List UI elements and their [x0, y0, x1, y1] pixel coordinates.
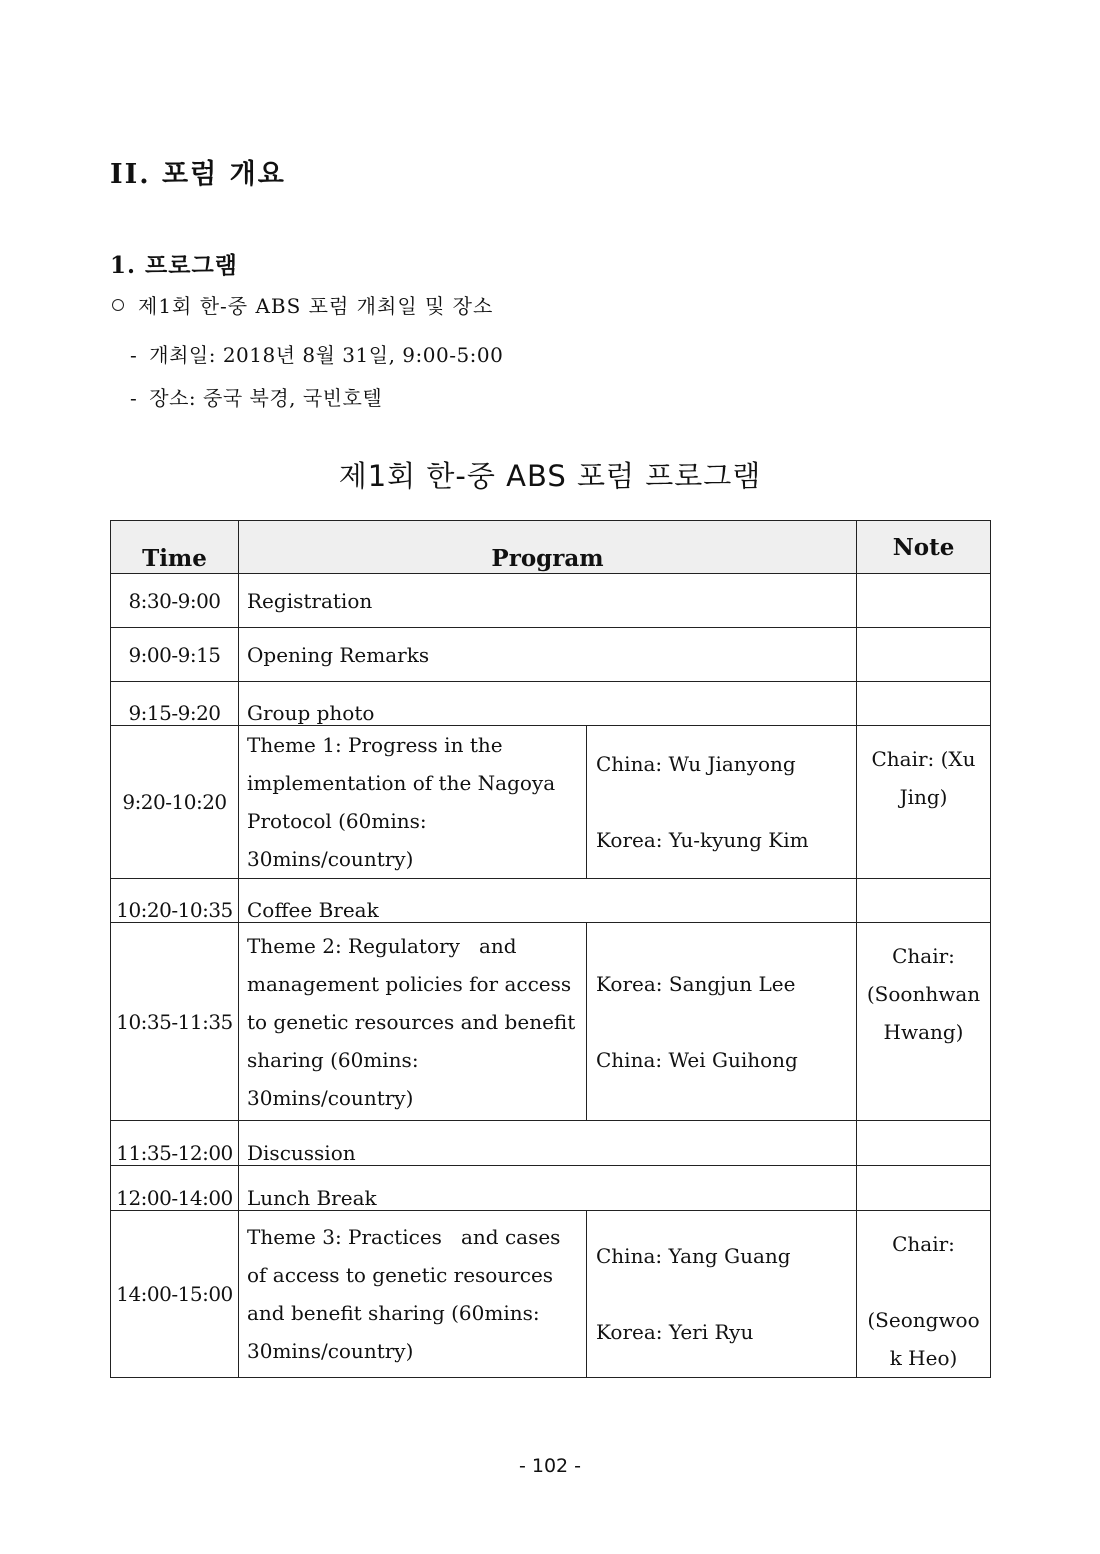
note-line: Chair: (Xu — [871, 747, 976, 771]
time-cell: 9:15-9:20 — [111, 682, 239, 726]
time-cell: 9:20-10:20 — [111, 726, 239, 879]
page-number: - 102 - — [518, 1455, 582, 1477]
theme-cell — [239, 726, 587, 879]
circle-bullet-icon — [112, 299, 124, 311]
program-title: 제1회 한-중 ABS 포럼 프로그램 — [338, 459, 762, 493]
table-header-row — [111, 521, 991, 574]
theme-line: 30mins/country) — [247, 1339, 414, 1363]
note-line: Chair: — [892, 944, 955, 968]
note-cell — [857, 923, 991, 1121]
time-cell: 10:35-11:35 — [111, 923, 239, 1121]
table-row — [111, 1166, 991, 1211]
note-line: Hwang) — [883, 1020, 964, 1044]
note-cell — [857, 628, 991, 682]
bullet-text: 제1회 한-중 ABS 포럼 개최일 및 장소 — [138, 294, 494, 318]
speaker: Korea: Sangjun Lee — [596, 971, 796, 996]
time-cell: 14:00-15:00 — [111, 1211, 239, 1378]
detail-text: 장소: 중국 북경, 국빈호텔 — [149, 386, 383, 410]
program-table — [110, 520, 991, 1378]
note-line — [857, 1263, 990, 1301]
table-row — [111, 726, 991, 879]
speaker: China: Wu Jianyong — [596, 752, 796, 776]
theme-line: Protocol (60mins: — [247, 809, 427, 833]
speaker: Korea: Yu-kyung Kim — [596, 828, 809, 852]
detail-item-date — [130, 339, 503, 368]
theme-line: Theme 2: Regulatory and — [247, 933, 517, 958]
note-cell — [857, 1211, 991, 1378]
theme-line: sharing (60mins: — [247, 1047, 419, 1072]
bullet-item — [112, 290, 493, 319]
theme-line: to genetic resources and benefit — [247, 1009, 576, 1034]
theme-line: and benefit sharing (60mins: — [247, 1301, 540, 1325]
theme-line: management policies for access — [247, 971, 572, 996]
header-program: Program — [239, 521, 857, 574]
theme-line: implementation of the Nagoya — [247, 771, 556, 795]
dash-icon: - — [130, 386, 138, 410]
section-title: II. 포럼 개요 — [110, 159, 286, 190]
program-cell: Coffee Break — [239, 879, 857, 923]
subsection-title: 1. 프로그램 — [110, 252, 238, 279]
note-cell — [857, 879, 991, 923]
note-line: Chair: — [892, 1232, 955, 1256]
speaker: China: Wei Guihong — [596, 1047, 798, 1072]
theme-line: 30mins/country) — [247, 847, 414, 871]
table-row — [111, 1211, 991, 1378]
note-line: (Soonhwan — [866, 982, 981, 1006]
table-row — [111, 1121, 991, 1166]
speaker: China: Yang Guang — [596, 1244, 791, 1268]
theme-line: 30mins/country) — [247, 1085, 414, 1110]
table-row — [111, 682, 991, 726]
time-cell: 10:20-10:35 — [111, 879, 239, 923]
header-note: Note — [857, 521, 991, 574]
theme-line: Theme 1: Progress in the — [247, 733, 503, 757]
note-cell — [857, 682, 991, 726]
speaker-cell — [587, 726, 857, 879]
note-cell — [857, 1121, 991, 1166]
theme-line: of access to genetic resources — [247, 1263, 554, 1287]
speaker-cell — [587, 1211, 857, 1378]
table-row — [111, 628, 991, 682]
note-line: Jing) — [899, 785, 948, 809]
program-cell: Registration — [239, 574, 857, 628]
note-line: k Heo) — [889, 1346, 958, 1370]
time-cell: 8:30-9:00 — [111, 574, 239, 628]
header-time: Time — [111, 521, 239, 574]
detail-item-venue — [130, 382, 382, 411]
note-cell — [857, 726, 991, 879]
speaker: Korea: Yeri Ryu — [596, 1320, 754, 1344]
time-cell: 12:00-14:00 — [111, 1166, 239, 1211]
time-cell: 9:00-9:15 — [111, 628, 239, 682]
program-cell: Discussion — [239, 1121, 857, 1166]
note-line: (Seongwoo — [867, 1308, 980, 1332]
table-row — [111, 923, 991, 1121]
note-cell — [857, 1166, 991, 1211]
theme-cell — [239, 1211, 587, 1378]
program-cell: Group photo — [239, 682, 857, 726]
table-row — [111, 574, 991, 628]
time-cell: 11:35-12:00 — [111, 1121, 239, 1166]
theme-line: Theme 3: Practices and cases — [247, 1225, 561, 1249]
dash-icon: - — [130, 343, 138, 367]
program-cell: Opening Remarks — [239, 628, 857, 682]
note-cell — [857, 574, 991, 628]
detail-text: 개최일: 2018년 8월 31일, 9:00-5:00 — [149, 343, 504, 367]
speaker-cell — [587, 923, 857, 1121]
table-row — [111, 879, 991, 923]
theme-cell — [239, 923, 587, 1121]
program-cell: Lunch Break — [239, 1166, 857, 1211]
